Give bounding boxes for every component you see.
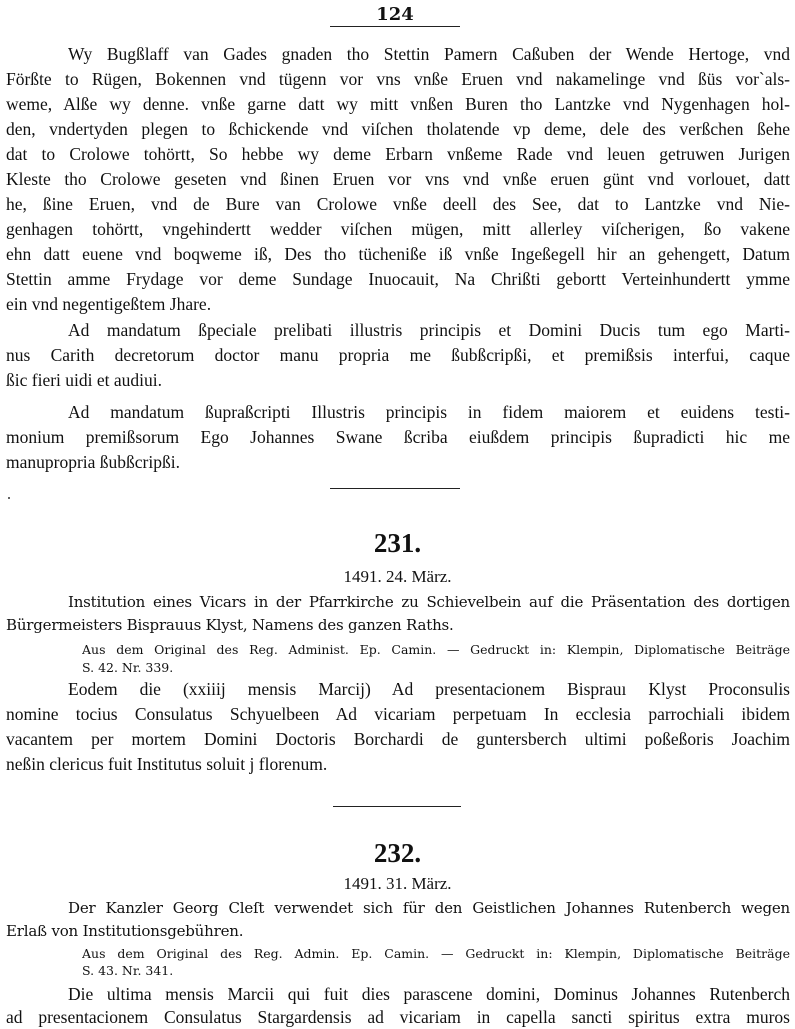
latin-attestation-line: manupropria ßubßcripßi. [6,452,180,472]
latin-attestation-line: Ad mandatum ßupraßcripti Illustris principis in fidem maiorem et euidens testi- [68,402,790,422]
entry-text-line: Eodem die (xxiiij mensis Marcij) Ad presentacionem Bisprauı Klyst Proconsulis [68,679,790,699]
entry-text-line: nomine tocius Consulatus Schyuelbeen Ad vicariam perpetuam In ecclesia parrochiali ibidem [6,704,790,724]
doc-line: Kleste tho Crolowe geseten vnd ßinen Eruen vor vns vnd vnße eruen günt vnd vorlouet, datt [6,169,790,189]
doc-line: weme, Alße wy denne. vnße garne datt wy mitt vnßen Buren tho Lantzke vnd Nygenhagen hol- [6,94,790,114]
latin-attestation-line: monium premißsorum Ego Johannes Swane ßcriba eiußdem principis ßupradicti hic me [6,427,790,447]
doc-line: ehn datt euene vnd boqweme iß, Des tho tücheniße iß vnße Ingeßegell hir an gehengett, Datum [6,244,790,264]
entry-summary: Erlaß von Institutionsgebühren. [6,922,244,940]
latin-attestation-line: ßic fieri uidi et audiui. [6,370,162,390]
entry-summary: Institution eines Vicars in der Pfarrkirche zu Schievelbein auf die Präsentation des dortigen [68,593,790,611]
entry-number: 232. [373,838,422,868]
doc-line: Stettin amme Frydage vor deme Sundage Inuocauit, Na Chrißti gebortt Verteinhundertt ymme [6,269,790,289]
entry-text-line: ad presentacionem Consulatus Stargardensis ad vicariam in capella sancti spiritus extra muros [6,1007,790,1027]
doc-line: dat to Crolowe tohörtt, So hebbe wy deme Erbarn vnßeme Rade vnd leuen getruwen Jurigen [6,144,790,164]
doc-line: he, ßine Eruen, vnd de Bure van Crolowe vnße deell des See, dat to Lantzke vnd Nie- [6,194,790,214]
latin-attestation-line: Ad mandatum ßpeciale prelibati illustris principis et Domini Ducis tum ego Marti- [68,320,790,340]
source-note: S. 43. Nr. 341. [82,963,174,978]
latin-attestation-line: nus Carith decretorum doctor manu propria me ßubßcripßi, et premißsis interfui, caque [6,345,790,365]
entry-summary: Bürgermeisters Bisprauus Klyst, Namens des ganzen Raths. [6,616,454,634]
section-divider [330,488,460,489]
entry-number: 231. [373,528,422,558]
entry-summary: Der Kanzler Georg Cleſt verwendet sich für den Geistlichen Johannes Rutenberch wegen [68,899,790,917]
source-note: Aus dem Original des Reg. Admin. Ep. Camin. — Gedruckt in: Klempin, Diplomatische Beiträge [82,946,790,961]
doc-line: Wy Bugßlaff van Gades gnaden tho Stettin Pamern Caßuben der Wende Hertoge, vnd [68,44,790,64]
entry-text-line: vacantem per mortem Domini Doctoris Borchardi de guntersberch ultimi poßeßoris Joachim [6,729,790,749]
page-number: 124 [330,4,460,27]
entry-text-line: neßin clericus fuit Institutus soluit j florenum. [6,754,328,774]
doc-line: ein vnd negentigeßtem Jhare. [6,294,212,314]
entry-date: 1491. 31. März. [343,874,452,893]
section-divider [333,806,461,807]
doc-line: den, vndertyden plegen to ßchickende vnd viſchen tholatende vp deme, dele des verßchen ßehe [6,119,790,139]
entry-date: 1491. 24. März. [343,567,452,586]
source-note: Aus dem Original des Reg. Administ. Ep. Camin. — Gedruckt in: Klempin, Diplomatische Beiträge [82,642,790,657]
speck [8,497,10,499]
doc-line: Förßte to Rügen, Bokennen vnd tügenn vor vns vnße Eruen vnd nakamelinge vnd ßüs vor`als- [6,69,790,89]
source-note: S. 42. Nr. 339. [82,660,174,675]
entry-text-line: Die ultima mensis Marcii qui fuit dies parascene domini, Dominus Johannes Rutenberch [68,984,790,1004]
doc-line: genhagen tohörtt, vngehindertt wedder viſchen mügen, mitt allerley viſcherigen, ßo vakene [6,219,790,239]
